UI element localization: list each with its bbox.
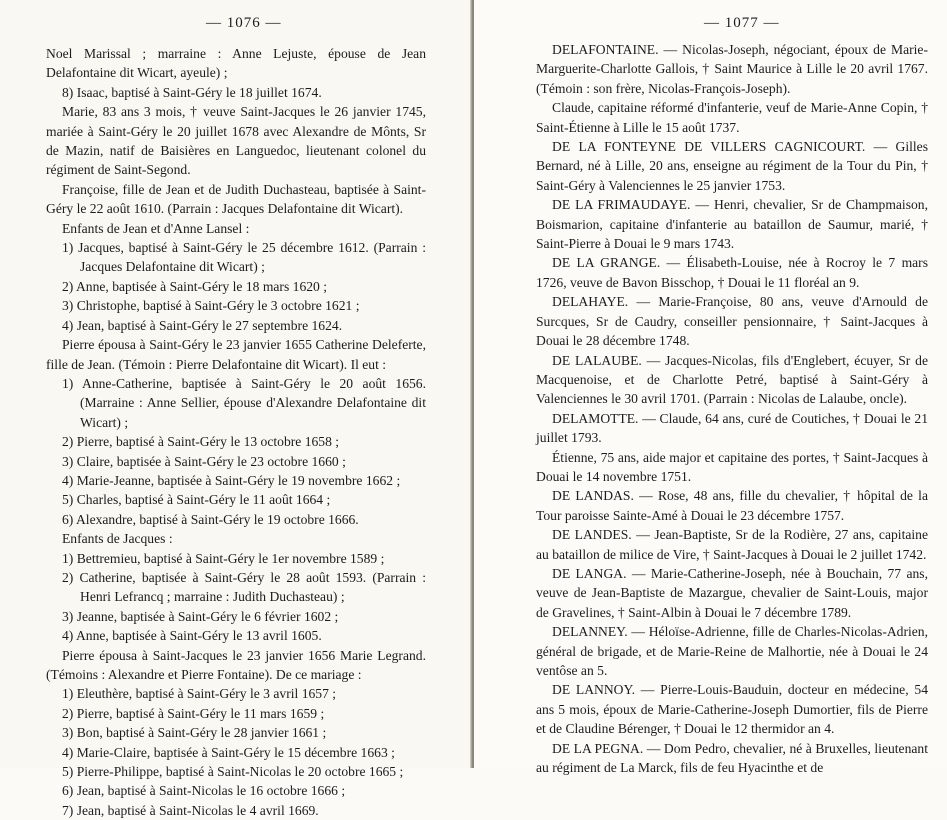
left-page-line-23: 2) Pierre, baptisé à Saint-Géry le 11 mars 1659 ; [62,705,325,721]
right-page-line-9: DE LANDAS. — Rose, 48 ans, fille du chevalier, † hôpital de la Tour paroisse Sainte-Amé à Douai le 23 décembre 1757. [536,488,928,523]
right-page-line-3: DE LA FRIMAUDAYE. — Henri, chevalier, Sr de Champmaison, Boismarion, capitaine d'infanterie au bataillon de Saumur, marié, † Saint-Pierre à Douai le 9 mars 1743. [536,197,928,252]
right-page-line-1: Claude, capitaine réformé d'infanterie, veuf de Marie-Anne Copin, † Saint-Étienne à Lille le 15 août 1737. [536,100,928,135]
right-page-number: — 1077 — [704,15,780,31]
right-page-line-4: DE LA GRANGE. — Élisabeth-Louise, née à Rocroy le 7 mars 1726, veuve de Bavon Bisschop, † Douai le 11 floréal an 9. [536,255,928,290]
right-page-line-12: DELANNEY. — Héloïse-Adrienne, fille de Charles-Nicolas-Adrien, général de brigade, et de Marie-Reine de Malhortie, née à Douai le 24 ventôse an 5. [536,624,928,678]
right-page-line-10: DE LANDES. — Jean-Baptiste, Sr de la Rodière, 27 ans, capitaine au bataillon de milice de Vire, † Saint-Jacques à Douai le 2 juillet 1742. [536,527,928,562]
left-page [0,0,472,818]
right-page-body [536,40,928,777]
right-page-line-2: DE LA FONTEYNE DE VILLERS CAGNICOURT. — Gilles Bernard, né à Lille, 20 ans, enseigne au régiment de la Tour du Pin, † Saint-Géry à Valenciennes le 25 janvier 1753. [536,139,928,193]
left-page-line-6: 2) Anne, baptisée à Saint-Géry le 18 mars 1620 ; [62,278,328,294]
left-page-line-10: 1) Anne-Catherine, baptisée à Saint-Géry le 20 août 1656. (Marraine : Anne Sellier, épouse d'Alexandre Delafontaine dit Wicart) ; [62,375,426,430]
left-page-line-24: 3) Bon, baptisé à Saint-Géry le 28 janvier 1661 ; [62,725,327,741]
left-page-line-9: Pierre épousa à Saint-Géry le 23 janvier 1655 Catherine Deleferte, fille de Jean. (Témoin : Pierre Delafontaine dit Wicart). Il eut : [46,337,426,372]
right-page-line-8: Étienne, 75 ans, aide major et capitaine des portes, † Saint-Jacques à Douai le 14 novembre 1751. [536,449,928,484]
left-page-line-28: 7) Jean, baptisé à Saint-Nicolas le 4 avril 1669. [62,802,319,818]
left-page-line-13: 4) Marie-Jeanne, baptisée à Saint-Géry le 19 novembre 1662 ; [62,472,401,488]
left-page-line-1: 8) Isaac, baptisé à Saint-Géry le 18 juillet 1674. [62,84,322,100]
right-page-line-5: DELAHAYE. — Marie-Françoise, 80 ans, veuve d'Arnould de Surcques, Sr de Caudry, conseiller pensionnaire, † Saint-Jacques à Douai le 28 décembre 1748. [536,294,928,349]
left-page-line-12: 3) Claire, baptisée à Saint-Géry le 23 octobre 1660 ; [62,453,346,469]
left-page-body [46,44,426,820]
right-page [474,0,947,776]
left-page-line-4: Enfants de Jean et d'Anne Lansel : [62,220,250,236]
left-page-line-2: Marie, 83 ans 3 mois, † veuve Saint-Jacques le 26 janvier 1745, mariée à Saint-Géry le 20 juillet 1678 avec Alexandre de Mônts, Sr de Mazin, natif de Baisières en Languedoc, lieutenant colonel du régiment de Saint-Segond. [46,104,426,178]
right-page-line-0: DELAFONTAINE. — Nicolas-Joseph, négociant, époux de Marie-Marguerite-Charlotte Gallois, † Saint Maurice à Lille le 20 avril 1767. (Témoin : son frère, Nicolas-François-Joseph). [536,42,928,96]
left-page-line-16: Enfants de Jacques : [62,531,173,547]
left-page-line-5: 1) Jacques, baptisé à Saint-Géry le 25 décembre 1612. (Parrain : Jacques Delafontaine dit Wicart) ; [62,240,426,275]
right-page-line-11: DE LANGA. — Marie-Catherine-Joseph, née à Bouchain, 77 ans, veuve de Jean-Baptiste de Mazargue, chevalier de Saint-Louis, major de Gravelines, † Saint-Albin à Douai le 7 décembre 1789. [536,565,928,620]
left-page-line-0: Noel Marissal ; marraine : Anne Lejuste, épouse de Jean Delafontaine dit Wicart, ayeule) ; [46,46,426,81]
left-page-line-21: Pierre épousa à Saint-Jacques le 23 janvier 1656 Marie Legrand. (Témoins : Alexandre et Pierre Fontaine). De ce mariage : [46,647,426,682]
left-page-line-27: 6) Jean, baptisé à Saint-Nicolas le 16 octobre 1666 ; [62,783,346,799]
left-page-line-26: 5) Pierre-Philippe, baptisé à Saint-Nicolas le 20 octobre 1665 ; [62,764,404,780]
left-page-line-22: 1) Eleuthère, baptisé à Saint-Géry le 3 avril 1657 ; [62,686,337,702]
left-page-line-8: 4) Jean, baptisé à Saint-Géry le 27 septembre 1624. [62,317,343,333]
left-page-line-20: 4) Anne, baptisée à Saint-Géry le 13 avril 1605. [62,628,322,644]
left-page-number: — 1076 — [206,15,282,31]
left-page-line-3: Françoise, fille de Jean et de Judith Duchasteau, baptisée à Saint-Géry le 22 août 1610. (Parrain : Jacques Delafontaine dit Wicart). [46,181,426,217]
right-page-line-14: DE LA PEGNA. — Dom Pedro, chevalier, né à Bruxelles, lieutenant au régiment de La Marck, fils de feu Hyacinthe et de [536,740,928,776]
right-page-line-13: DE LANNOY. — Pierre-Louis-Bauduin, docteur en médecine, 54 ans 5 mois, époux de Marie-Catherine-Joseph Dumortier, fils de Pierre et de Claudine Bérenger, † Douai le 12 thermidor an 4. [536,682,928,737]
left-page-line-7: 3) Christophe, baptisé à Saint-Géry le 3 octobre 1621 ; [62,298,360,314]
left-page-line-18: 2) Catherine, baptisée à Saint-Géry le 28 août 1593. (Parrain : Henri Lefrancq ; marraine : Judith Duchasteau) ; [62,569,426,605]
right-page-line-7: DELAMOTTE. — Claude, 64 ans, curé de Coutiches, † Douai le 21 juillet 1793. [536,410,928,446]
left-page-line-15: 6) Alexandre, baptisé à Saint-Géry le 19 octobre 1666. [62,511,359,527]
left-page-line-14: 5) Charles, baptisé à Saint-Géry le 11 août 1664 ; [62,492,331,508]
right-page-line-6: DE LALAUBE. — Jacques-Nicolas, fils d'Englebert, écuyer, Sr de Macquenoise, et de Charlotte Petré, baptisé à Saint-Géry à Valenciennes le 30 avril 1701. (Parrain : Nicolas de Lalaube, oncle). [536,352,928,407]
left-page-line-11: 2) Pierre, baptisé à Saint-Géry le 13 octobre 1658 ; [62,434,340,450]
left-page-line-17: 1) Bettremieu, baptisé à Saint-Géry le 1er novembre 1589 ; [62,550,385,566]
left-page-line-25: 4) Marie-Claire, baptisée à Saint-Géry le 15 décembre 1663 ; [62,744,395,760]
left-page-line-19: 3) Jeanne, baptisée à Saint-Géry le 6 février 1602 ; [62,608,339,624]
